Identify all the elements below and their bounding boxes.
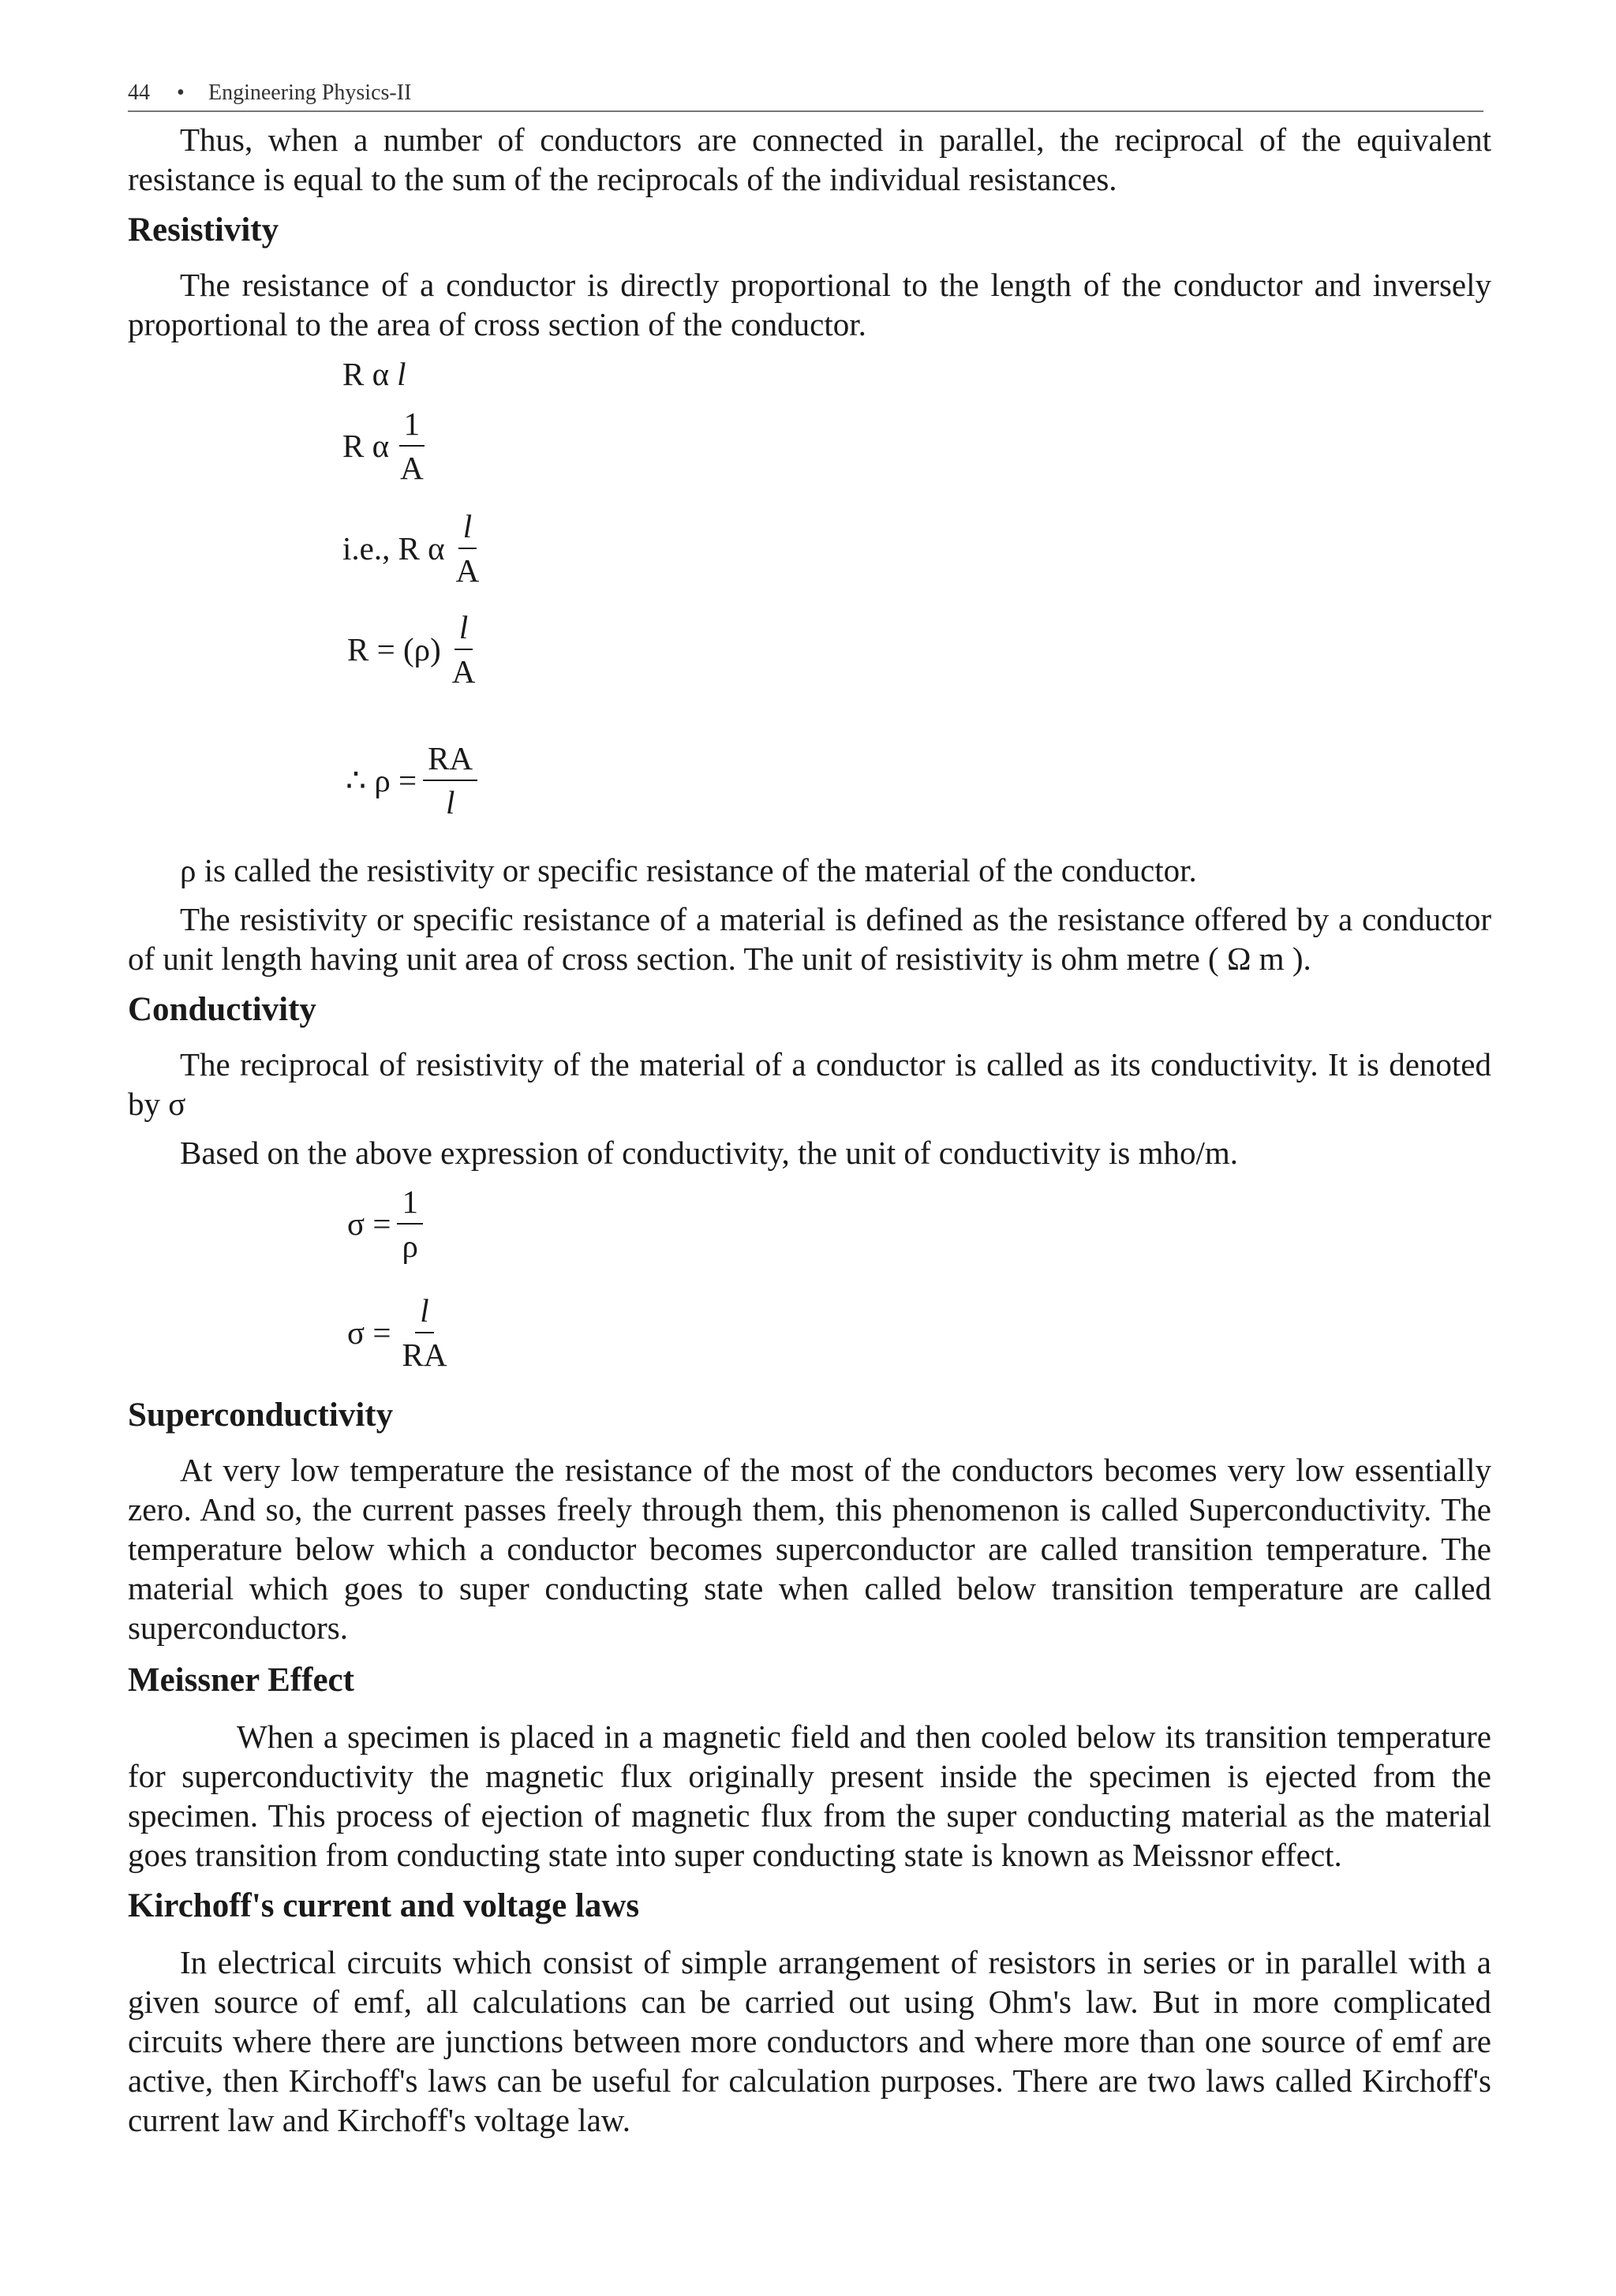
eq-var: l xyxy=(397,356,406,392)
denominator: RA xyxy=(402,1337,447,1373)
numerator: l xyxy=(458,508,477,549)
equation-r-alpha-l xyxy=(342,357,406,391)
resistivity-paragraph: The resistance of a conductor is directly proportional to the length of the conductor and inversely proportional to the area of cross section of the conductor. xyxy=(128,267,1491,342)
eq-lhs: σ = xyxy=(347,1206,391,1242)
fraction xyxy=(397,1184,423,1264)
header-bullet: • xyxy=(177,80,185,105)
equation-r-alpha-inverse-a xyxy=(342,406,428,486)
fraction xyxy=(397,1292,451,1373)
denominator: A xyxy=(451,653,476,690)
kirchoff-heading: Kirchoff's current and voltage laws xyxy=(128,1887,640,1924)
equation-r-alpha-l-over-a xyxy=(342,508,484,589)
equation-sigma-l-over-ra xyxy=(347,1292,451,1373)
page-number: 44 xyxy=(128,80,150,105)
numerator: 1 xyxy=(397,1184,423,1225)
denominator: A xyxy=(400,450,424,486)
fraction xyxy=(395,406,428,486)
superconductivity-paragraph: At very low temperature the resistance of the most of the conductors becomes very low essentially zero. And so, the current passes freely through them, this phenomenon is called Superconductivity. The temperature below which a conductor becomes superconductor are called transition temperature. The material which goes to super conducting state when called below transition temperature are called superconductors. xyxy=(128,1452,1491,1646)
running-header xyxy=(128,79,1483,112)
eq-lhs: ∴ ρ = xyxy=(346,762,417,798)
fraction xyxy=(451,508,484,589)
kirchoff-paragraph: In electrical circuits which consist of simple arrangement of resistors in series or in parallel with a given source of emf, all calculations can be carried out using Ohm's law. But in more complicated circuits where there are junctions between more conductors and where more than one source of emf are active, then Kirchoff's laws can be useful for calculation purposes. There are two laws called Kirchoff's current law and Kirchoff's voltage law. xyxy=(128,1944,1491,2138)
equation-r-rho-l-over-a xyxy=(347,609,480,690)
meissner-paragraph: When a specimen is placed in a magnetic field and then cooled below its transition temperature for superconductivity the magnetic flux originally present inside the specimen is ejected from the specimen. This process of ejection of magnetic flux from the super conducting material as the material goes transition from conducting state into super conducting state is known as Meissnor effect. xyxy=(128,1718,1491,1873)
eq-lhs: σ = xyxy=(347,1314,391,1351)
denominator: A xyxy=(455,552,480,589)
eq-lhs: i.e., R α xyxy=(342,530,445,567)
conductivity-unit-line: Based on the above expression of conductivity, the unit of conductivity is mho/m. xyxy=(180,1135,1238,1171)
numerator: RA xyxy=(423,740,477,781)
eq-lhs: R α xyxy=(342,356,390,392)
meissner-heading: Meissner Effect xyxy=(128,1662,354,1699)
numerator: l xyxy=(415,1292,433,1333)
fraction xyxy=(423,740,477,821)
conductivity-heading: Conductivity xyxy=(128,991,316,1028)
superconductivity-heading: Superconductivity xyxy=(128,1397,394,1434)
book-title: Engineering Physics-II xyxy=(208,80,412,105)
intro-paragraph: Thus, when a number of conductors are connected in parallel, the reciprocal of the equivalent resistance is equal to the sum of the reciprocals of the individual resistances. xyxy=(128,122,1491,197)
conductivity-paragraph: The reciprocal of resistivity of the material of a conductor is called as its conductivity. It is denoted by σ xyxy=(128,1046,1491,1122)
equation-sigma-one-over-rho xyxy=(347,1184,423,1264)
fraction xyxy=(447,609,481,690)
denominator: ρ xyxy=(402,1228,418,1264)
eq-lhs: R = (ρ) xyxy=(347,631,441,667)
denominator: l xyxy=(445,784,455,821)
equation-rho-ra-over-l xyxy=(346,740,477,821)
resistivity-definition: The resistivity or specific resistance of a material is defined as the resistance offered by a conductor of unit length having unit area of cross section. The unit of resistivity is ohm metre ( Ω m ). xyxy=(128,901,1491,977)
eq-lhs: R α xyxy=(342,428,390,464)
numerator: l xyxy=(454,609,473,650)
rho-note: ρ is called the resistivity or specific resistance of the material of the conductor. xyxy=(180,852,1197,888)
numerator: 1 xyxy=(399,406,425,447)
resistivity-heading: Resistivity xyxy=(128,211,279,249)
